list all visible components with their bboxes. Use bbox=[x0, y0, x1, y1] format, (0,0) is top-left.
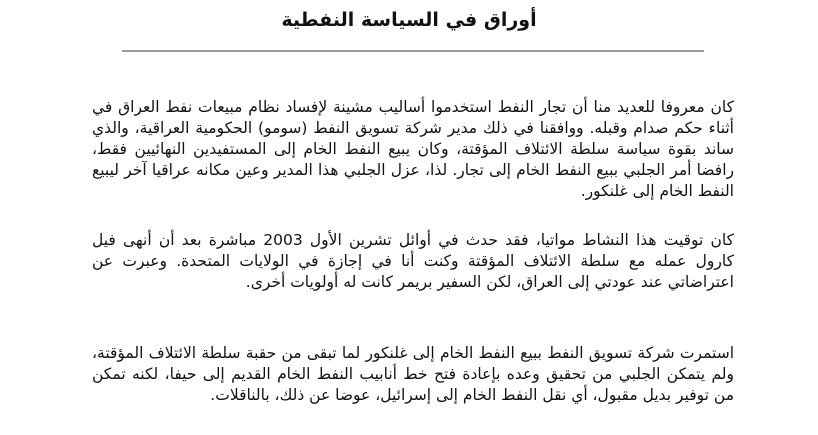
paragraph-3: استمرت شركة تسويق النفط ببيع النفط الخام إلى غلنكور لما تبقى من حقبة سلطة الائتلاف المؤقتة، ولم يتمكن الجلبي من تحقيق وعده بإعادة فتح خط أنابيب النفط الخام القديم إلى حيفا، لكنه تمكن من توفير بديل مقبول، أي نقل النفط الخام إلى إسرائيل، عوضا عن ذلك، بالناقلات. bbox=[92, 344, 734, 404]
title-divider bbox=[122, 50, 704, 52]
page-title: أوراق في السياسة النفطية bbox=[281, 9, 537, 31]
paragraph-2: كان توقيت هذا النشاط مواتيا، فقد حدث في أوائل تشرين الأول 2003 مباشرة بعد أن أنهى فيل كارول عمله مع سلطة الائتلاف المؤقتة وكنت أنا في إجازة في الولايات المتحدة. وعبرت عن اعتراضاتي عند عودتي إلى العراق، لكن السفير بريمر كانت له أولويات أخرى. bbox=[92, 231, 734, 291]
paragraph-1: كان معروفا للعديد منا أن تجار النفط استخدموا أساليب مشينة لإفساد نظام مبيعات نفط العراق في أثناء حكم صدام وقبله. ووافقنا في ذلك مدير شركة تسويق النفط (سومو) الحكومية العراقية، والذي ساند بقوة سياسة سلطة الائتلاف المؤقتة، وكان يبيع النفط الخام إلى المستفيدين النهائيين فقط، رافضا أمر الجلبي ببيع النفط الخام إلى تجار. لذا، عزل الجلبي هذا المدير وعين مكانه عراقيا آخر ليبيع النفط الخام إلى غلنكور. bbox=[92, 98, 734, 200]
